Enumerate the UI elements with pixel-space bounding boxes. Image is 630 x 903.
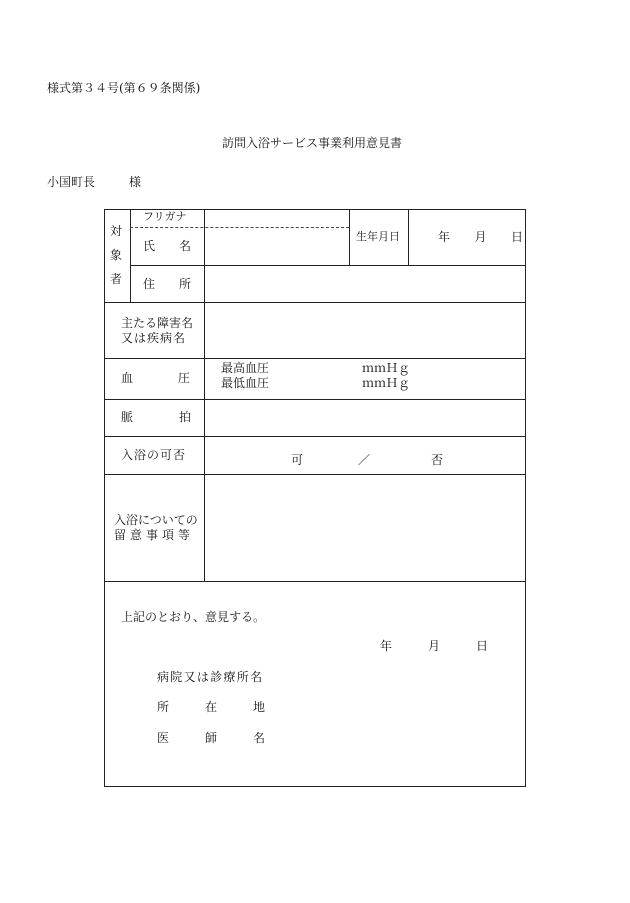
name-field [205,228,348,264]
bathing-option-separator: ／ [358,453,371,467]
address-field [205,266,524,301]
notes-label-line2: 留意事項等 [114,528,195,542]
addressee-name: 小国町長 [47,175,96,189]
diagnosis-label-line2: 又は疾病名 [121,331,187,345]
name-label: 氏名 [143,239,216,253]
blood-pressure-label: 血圧 [121,371,236,385]
location-label: 所在地 [157,700,302,714]
birthdate-label: 生年月日 [356,230,400,243]
doctor-label: 医師名 [157,731,302,745]
declaration-date-units: 年月日 [380,639,525,653]
diastolic-unit: ｍｍＨｇ [362,376,411,390]
document-title: 訪問入浴サービス事業利用意見書 [222,136,403,150]
furigana-label: フリガナ [143,210,187,223]
bathing-label: 入浴の可否 [121,448,187,462]
furigana-field [205,210,348,226]
diastolic-label: 最低血圧 [221,376,270,390]
diagnosis-bottom-rule [104,358,525,359]
pulse-field [205,400,524,435]
systolic-label: 最高血圧 [221,361,270,375]
pulse-bottom-rule [104,436,525,437]
diagnosis-label-line1: 主たる障害名 [121,316,194,330]
pulse-label: 脈拍 [121,410,238,424]
bathing-option-yes: 可 [291,453,304,467]
bathing-option-no: 否 [431,453,444,467]
birthdate-units: 年月日 [438,230,548,244]
subject-column-rule [130,209,131,302]
notes-label-line1: 入浴についての [114,513,198,527]
declaration-statement: 上記のとおり、意見する。 [121,610,266,624]
institution-label: 病院又は診療所名 [157,670,264,684]
bathing-notes-field [205,475,524,580]
birthdate-left-rule [349,209,350,265]
diagnosis-field [205,303,524,357]
birthdate-right-rule [408,209,409,265]
addressee-honorific: 様 [129,175,142,189]
form-number: 様式第３４号(第６９条関係) [47,81,201,95]
subject-section-label: 対象者 [110,224,123,286]
systolic-unit: ｍｍＨｇ [362,361,411,375]
address-label: 住所 [143,277,216,291]
